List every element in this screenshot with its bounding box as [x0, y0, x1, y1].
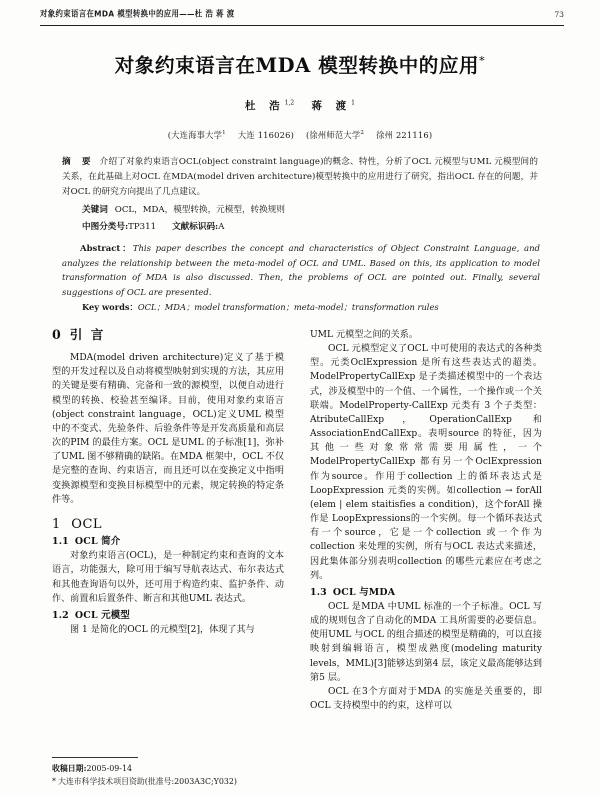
subsection-number-1-1: 1.1 — [52, 536, 69, 548]
abstract-chinese-label: 摘 要 — [62, 157, 95, 167]
author-one-affil-marker: 1,2 — [284, 99, 295, 107]
section-heading-0 — [52, 328, 284, 342]
left-column — [52, 328, 284, 744]
subsection-heading-1-3 — [310, 586, 542, 600]
funding-text: 大连市科学技术项目资助(批准号:2003A3C;Y032) — [57, 776, 238, 786]
footnote-received — [52, 763, 552, 776]
abstract-chinese — [62, 155, 538, 201]
subsection-title-1-2: OCL 元模型 — [74, 609, 130, 621]
keywords-english-label: Key words： — [82, 302, 138, 312]
paragraph-intro: MDA(model driven architecture)定义了基于模型的开发过程以及自动将模型映射到实现的方法，其应用的关键是要有精确、完备和一致的源模型，以便自动进行模型的转换、校验甚至编译。目前，使用对象约束语言(object constraint language，OCL)定义UML 模型中的不变式、先验条件、后验条件等是开发高质量和高层次的PIM 的最佳方案。OCL 是UML 的子标准[1]，弥补了UML 图不够精确的缺陷。在MDA 框架中，OCL 不仅是完整的查询、约束语言，而且还可以在变换定义中指明变换源模型和变换目标模型中的元素，规定转换的特定条件等。 — [52, 353, 284, 505]
keywords-chinese — [62, 203, 538, 218]
received-date: 2005-09-14 — [86, 764, 132, 773]
subsection-heading-1-1 — [52, 535, 284, 549]
section-number-0: 0 — [52, 327, 61, 342]
paragraph-ocl-intro: 对象约束语言(OCL)，是一种制定约束和查询的文本语言，功能强大，除可用于编写导航表达式、布尔表达式和其他查询语句以外，还可用于构造约束、监护条件、动作、前置和后置条件、断言和其他UML 表达式。 — [52, 551, 284, 604]
section-title-1: OCL — [71, 516, 103, 532]
affiliation-one-marker: 1 — [222, 130, 226, 137]
subsection-number-1-2: 1.2 — [52, 609, 69, 621]
author-two: 蒋 渡 — [311, 100, 352, 112]
doc-code-value: A — [218, 222, 225, 232]
affiliation-two-marker: 2 — [360, 130, 365, 137]
abstract-english — [62, 242, 540, 300]
footnote-rule — [52, 757, 138, 758]
subsection-number-1-3: 1.3 — [310, 586, 327, 598]
running-head-title: 对象约束语言在MDA 模型转换中的应用——杜 浩 蒋 渡 — [40, 8, 235, 19]
clc-value: TP311 — [128, 222, 157, 232]
classification-line — [62, 220, 538, 235]
abstract-english-label: Abstract： — [80, 244, 133, 254]
subsection-heading-1-2 — [52, 609, 284, 623]
subsection-title-1-1: OCL 简介 — [74, 536, 121, 548]
subsection-title-1-3: OCL 与MDA — [332, 586, 396, 598]
section-heading-1 — [52, 518, 284, 532]
doc-code-label: 文献标识码: — [172, 222, 219, 232]
page-number: 73 — [554, 10, 564, 19]
affiliation-one-city: 大连 116026) — [237, 130, 294, 140]
paragraph-metamodel-types: OCL 元模型定义了OCL 中可使用的表达式的各种类型。元类OclExpression 是所有这些表达式的超类。ModelPropertyCallExp 是子类描述模型中的一个表达式，涉及模型中的一个值、一个属性，一个操作或一个关联端。ModelProperty-CallExp 元类有 3 个子类型：AtributeCallExp，OperationCallExp 和 AssociationEndCallExp。表明source 的特征，因为其他一些对象常常需要用属性，一个ModelPropertyCallExp 都有另一个OclExpression 作为source。作用于collection 上的循环表达式是 LoopExpression 元类的实例。如collection → forAll (elem | elem staitisfies a condition)，这个forAll 操作是 LoopExpressions的一个实例。每一个循环表达式有一个source，它是一个collection 或一个作为collection 来处理的实例，所有与OCL 表达式来描述，因此集体部分别表明collection 的哪些元素应在考虑之列。 — [310, 344, 542, 581]
author-two-affil-marker: 1 — [351, 99, 355, 107]
abstract-english-text: This paper describes the concept and characteristics of Object Constraint Language, and analyzes the relationship between the meta-model of OCL and UML. Based on this, its application to model transformation of MDA is also discussed. Then, the problems of OCL are pointed out. Finally, several suggestions of OCL are presented. — [62, 244, 540, 298]
affiliation-line — [0, 129, 600, 141]
running-head — [40, 9, 564, 25]
keywords-english-text: OCL；MDA；model transformation；meta-model；transformation rules — [137, 302, 439, 312]
title-footnote-marker: * — [479, 54, 486, 68]
keywords-chinese-label: 关键词 — [82, 205, 108, 215]
paragraph-ocl-mda: OCL 是MDA 中UML 标准的一个子标准。OCL 写成的规则包含了自动化的MDA 工具所需要的必要信息。使用UML 与OCL 的组合描述的模型是精确的，可以直接映射到编辑语言，模型成熟度(modeling maturity levels，MML)[3]能够达到第4 层，该定义最高能够达到第5 层。 — [310, 601, 542, 683]
affiliation-two-city: 徐州 221116) — [376, 130, 433, 140]
received-label: 收稿日期: — [52, 764, 87, 773]
section-number-1: 1 — [52, 516, 61, 532]
footnote-block — [52, 763, 552, 788]
clc-label: 中图分类号: — [82, 222, 129, 232]
paragraph-continued: UML 元模型之间的关系。 — [310, 330, 419, 340]
footnote-funding — [52, 776, 552, 789]
right-column — [310, 328, 542, 744]
footnote-star-marker: * — [52, 776, 56, 786]
header-rule — [40, 25, 564, 26]
page-title-text: 对象约束语言在MDA 模型转换中的应用 — [114, 54, 480, 77]
section-title-0: 引 言 — [69, 327, 106, 342]
keywords-english — [62, 300, 540, 314]
page-title — [0, 50, 600, 78]
author-line — [0, 98, 600, 113]
author-one: 杜 浩 — [245, 100, 285, 112]
paragraph-ocl-metamodel: 图 1 是简化的OCL 的元模型[2]，体现了其与 — [70, 624, 255, 635]
affiliation-one-name: (大连海事大学 — [167, 130, 223, 140]
paragraph-ocl-mda-2: OCL 在3个方面对于MDA 的实施是关重要的，即OCL 支持模型中的约束，这样可以 — [310, 686, 542, 712]
abstract-chinese-text: 介绍了对象约束语言OCL(object constraint language)的概念、特性，分析了OCL 元模型与UML 元模型间的关系，在此基础上对OCL 在MDA(model driven architecture)模型转换中的应用进行了研究，指出OCL 存在的问题，并对OCL 的研究方向提出了几点建议。 — [62, 157, 538, 198]
body-columns — [52, 328, 552, 744]
affiliation-two-name: (徐州师范大学 — [306, 130, 361, 140]
keywords-chinese-text: OCL，MDA，模型转换，元模型，转换规则 — [114, 205, 285, 215]
